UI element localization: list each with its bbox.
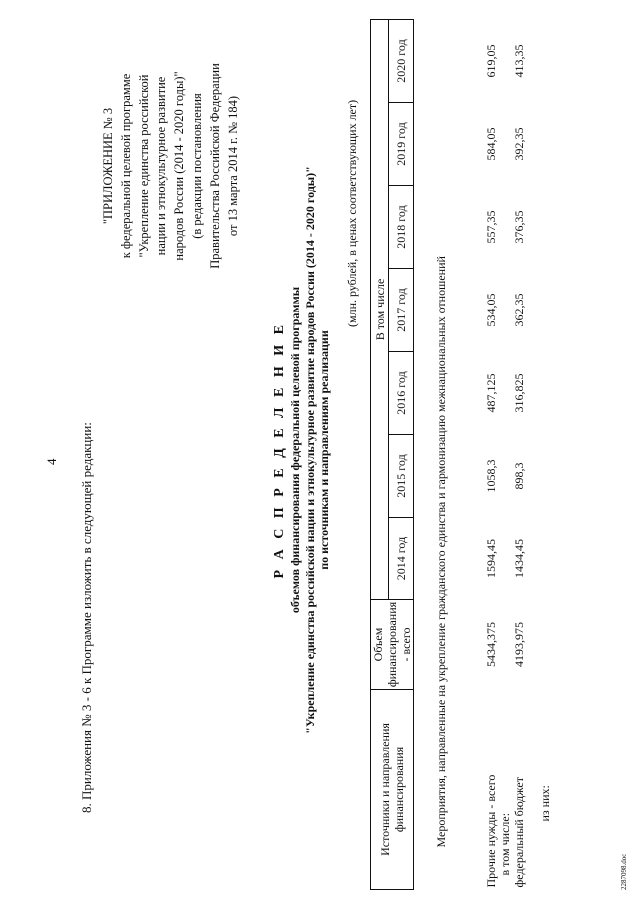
appendix-line: "Укрепление единства российской xyxy=(136,74,151,258)
intro-text: 8. Приложения № 3 - 6 к Программе изложить в следующей редакции: xyxy=(79,422,94,813)
table-row xyxy=(452,20,498,890)
table-cell: 376,35 xyxy=(512,210,526,244)
table-cell: 557,35 xyxy=(484,210,498,244)
table-row xyxy=(512,20,538,890)
header-total: Объем финансирования - всего xyxy=(371,600,414,690)
header-year: 2015 год xyxy=(389,435,414,518)
section-row xyxy=(430,20,452,890)
header-year: 2014 год xyxy=(389,518,414,600)
heading-title: Р А С П Р Е Д Е Л Е Н И Е xyxy=(272,321,287,579)
table-cell: 619,05 xyxy=(484,44,498,78)
table-cell: 362,35 xyxy=(512,293,526,327)
heading-subtitle-line: "Укрепление единства российской нации и этнокультурное развитие народов России (2014 - 2020 годы)" xyxy=(302,166,317,734)
header-year: 2019 год xyxy=(389,103,414,186)
table-cell: 487,125 xyxy=(484,373,498,413)
document-heading xyxy=(272,15,332,885)
row-label: Прочие нужды - всего xyxy=(484,774,498,888)
units-note: (млн. рублей, в ценах соответствующих лет) xyxy=(345,99,359,327)
table-cell: 1058,3 xyxy=(484,459,498,493)
table-cell: 392,35 xyxy=(512,127,526,161)
document-id: 2287098.doc xyxy=(620,853,628,890)
appendix-line: от 13 марта 2014 г. № 184) xyxy=(225,95,240,237)
appendix-line: (в редакции постановления xyxy=(189,93,204,239)
table-row xyxy=(498,20,512,890)
heading-subtitle-line: объемов финансирования федеральной целевой программы xyxy=(288,286,302,614)
header-year: 2018 год xyxy=(389,186,414,269)
heading-subtitle-line: по источникам и направлениям реализации xyxy=(317,330,331,570)
row-label: в том числе: xyxy=(498,812,512,876)
table-cell: 584,05 xyxy=(484,127,498,161)
table-cell: 316,825 xyxy=(512,373,526,413)
header-year: 2016 год xyxy=(389,352,414,435)
financing-table xyxy=(370,19,552,890)
table-cell: 1594,45 xyxy=(484,539,498,578)
page-number: 4 xyxy=(44,458,59,465)
section-title: Мероприятия, направленные на укрепление гражданского единства и гармонизацию межнациональных отношений xyxy=(434,256,448,848)
appendix-line: народов России (2014 - 2020 годы)" xyxy=(172,71,187,261)
table-cell: 5434,375 xyxy=(484,622,498,667)
table-header-row xyxy=(371,20,389,890)
header-including: В том числе xyxy=(371,20,389,600)
appendix-block xyxy=(100,1,242,331)
table-cell: 898,3 xyxy=(512,462,526,490)
header-year: 2017 год xyxy=(389,269,414,352)
appendix-line: к федеральной целевой программе xyxy=(118,73,133,259)
appendix-line: Правительства Российской Федерации xyxy=(207,63,222,269)
table-cell: 1434,45 xyxy=(512,539,526,578)
appendix-line: нации и этнокультурное развитие xyxy=(154,76,169,256)
row-label: федеральный бюджет xyxy=(512,777,526,888)
table-cell: 4193,975 xyxy=(512,622,526,667)
header-year: 2020 год xyxy=(389,20,414,103)
header-source: Источники и направления финансирования xyxy=(371,690,414,890)
table-row xyxy=(538,20,552,890)
row-label: из них: xyxy=(538,785,552,822)
appendix-line: "ПРИЛОЖЕНИЕ № 3 xyxy=(101,107,115,225)
table-cell: 534,05 xyxy=(484,293,498,327)
table-cell: 413,35 xyxy=(512,44,526,78)
